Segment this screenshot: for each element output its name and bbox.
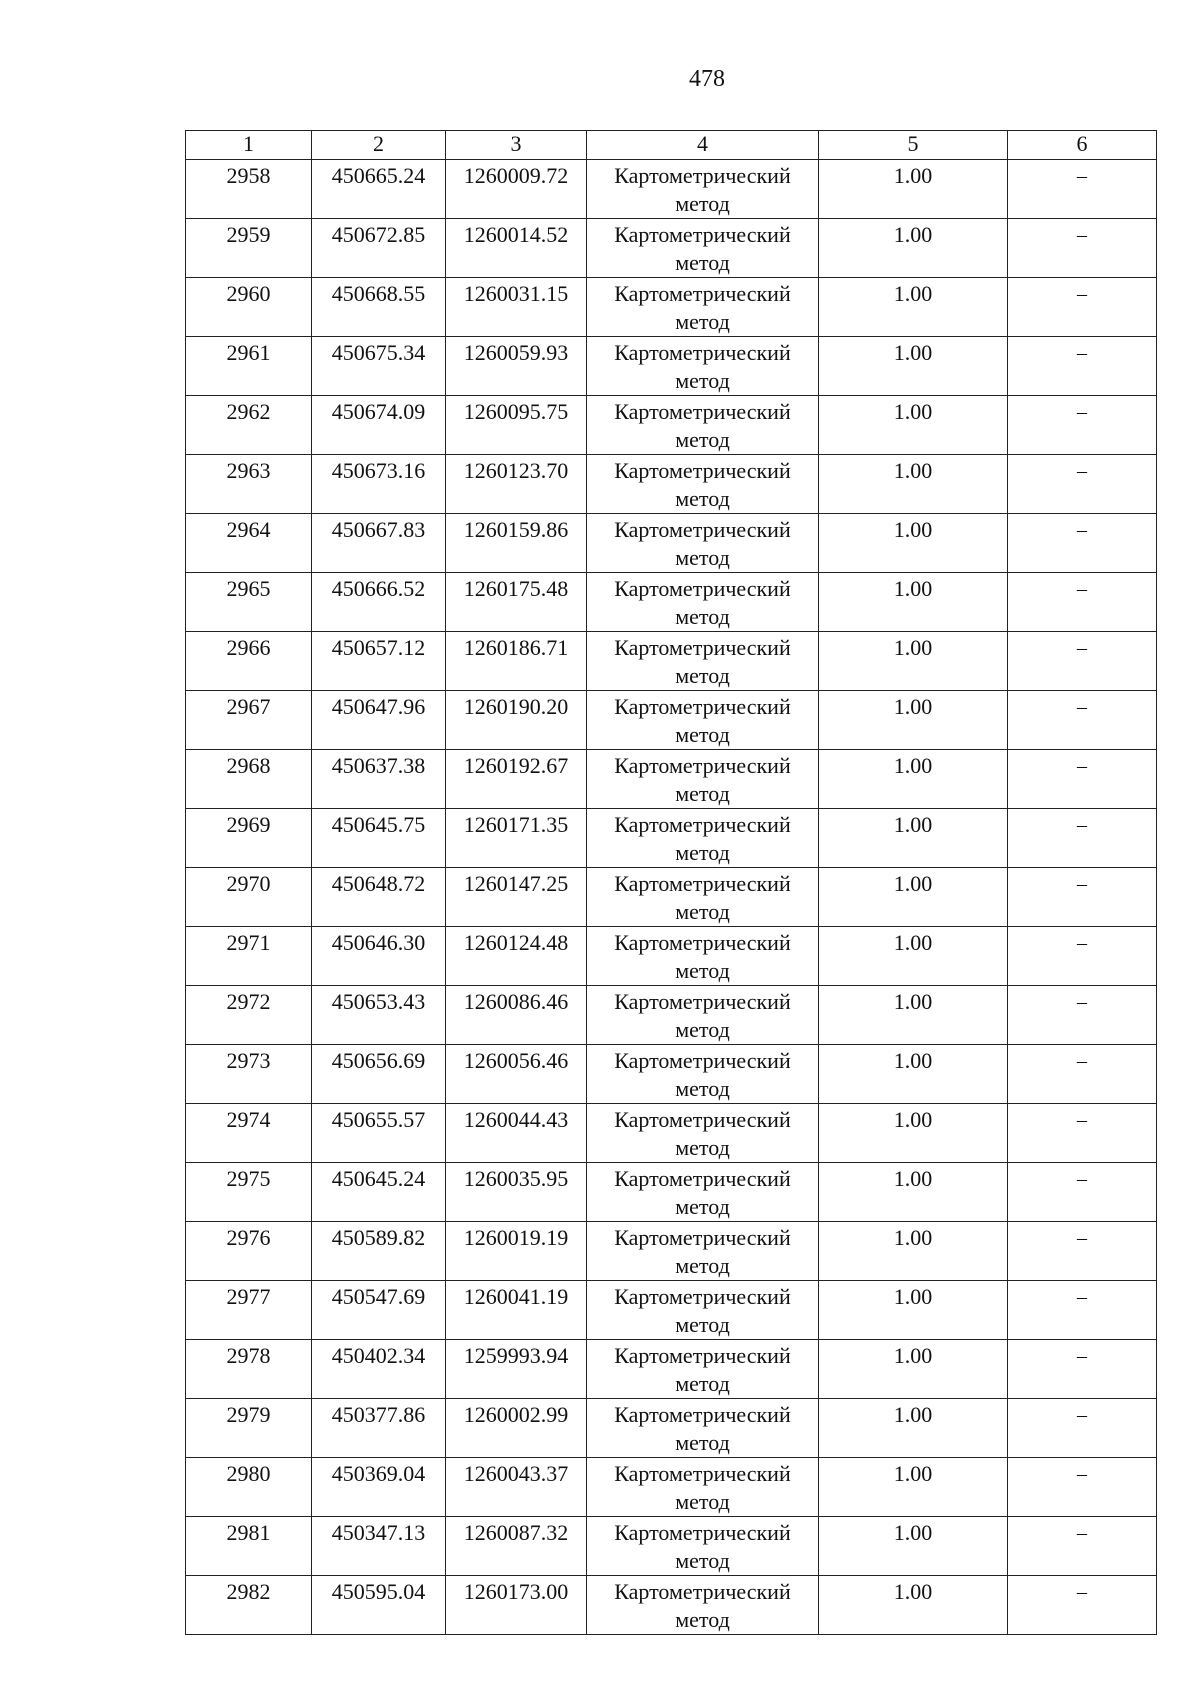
note-cell: –: [1008, 1222, 1157, 1281]
note-cell: –: [1008, 1576, 1157, 1635]
precision-cell: 1.00: [819, 1517, 1008, 1576]
x-coordinate-cell: 450547.69: [312, 1281, 446, 1340]
x-coordinate-cell: 450377.86: [312, 1399, 446, 1458]
precision-cell: 1.00: [819, 750, 1008, 809]
table-row: [186, 396, 1157, 455]
note-cell: –: [1008, 1458, 1157, 1517]
method-line-1: Картометрический: [614, 871, 791, 896]
y-coordinate-cell: 1260056.46: [446, 1045, 587, 1104]
y-coordinate-cell: 1260124.48: [446, 927, 587, 986]
table-header-row: [186, 131, 1157, 160]
method-line-2: метод: [675, 368, 730, 393]
note-cell: –: [1008, 1045, 1157, 1104]
table-row: [186, 986, 1157, 1045]
precision-cell: 1.00: [819, 160, 1008, 219]
method-line-2: метод: [675, 191, 730, 216]
table-row: [186, 337, 1157, 396]
method-line-2: метод: [675, 1312, 730, 1337]
method-line-1: Картометрический: [614, 458, 791, 483]
method-cell: [587, 455, 819, 514]
method-cell: [587, 1340, 819, 1399]
note-cell: –: [1008, 691, 1157, 750]
table-row: [186, 1104, 1157, 1163]
precision-cell: 1.00: [819, 514, 1008, 573]
y-coordinate-cell: 1260031.15: [446, 278, 587, 337]
method-line-2: метод: [675, 663, 730, 688]
table-row: [186, 160, 1157, 219]
precision-cell: 1.00: [819, 1576, 1008, 1635]
method-line-1: Картометрический: [614, 1343, 791, 1368]
y-coordinate-cell: 1260175.48: [446, 573, 587, 632]
y-coordinate-cell: 1260035.95: [446, 1163, 587, 1222]
table-row: [186, 868, 1157, 927]
method-line-1: Картометрический: [614, 340, 791, 365]
precision-cell: 1.00: [819, 809, 1008, 868]
point-number-cell: 2972: [186, 986, 312, 1045]
method-line-2: метод: [675, 781, 730, 806]
point-number-cell: 2968: [186, 750, 312, 809]
header-col-5: 5: [819, 131, 1008, 160]
y-coordinate-cell: 1260159.86: [446, 514, 587, 573]
point-number-cell: 2966: [186, 632, 312, 691]
method-cell: [587, 1045, 819, 1104]
method-line-1: Картометрический: [614, 1225, 791, 1250]
point-number-cell: 2961: [186, 337, 312, 396]
table-row: [186, 1340, 1157, 1399]
method-cell: [587, 632, 819, 691]
precision-cell: 1.00: [819, 1104, 1008, 1163]
table-row: [186, 1045, 1157, 1104]
method-line-2: метод: [675, 1548, 730, 1573]
method-cell: [587, 927, 819, 986]
method-line-1: Картометрический: [614, 930, 791, 955]
table-row: [186, 750, 1157, 809]
note-cell: –: [1008, 1517, 1157, 1576]
method-line-2: метод: [675, 899, 730, 924]
note-cell: –: [1008, 809, 1157, 868]
precision-cell: 1.00: [819, 1458, 1008, 1517]
method-cell: [587, 337, 819, 396]
point-number-cell: 2958: [186, 160, 312, 219]
y-coordinate-cell: 1260186.71: [446, 632, 587, 691]
table-row: [186, 809, 1157, 868]
page-number-text: 478: [689, 66, 725, 92]
y-coordinate-cell: 1260190.20: [446, 691, 587, 750]
method-line-2: метод: [675, 1607, 730, 1632]
x-coordinate-cell: 450402.34: [312, 1340, 446, 1399]
point-number-cell: 2960: [186, 278, 312, 337]
method-line-2: метод: [675, 1135, 730, 1160]
method-line-2: метод: [675, 1430, 730, 1455]
precision-cell: 1.00: [819, 1222, 1008, 1281]
note-cell: –: [1008, 927, 1157, 986]
point-number-cell: 2963: [186, 455, 312, 514]
precision-cell: 1.00: [819, 1045, 1008, 1104]
method-line-2: метод: [675, 1253, 730, 1278]
method-line-2: метод: [675, 545, 730, 570]
method-line-1: Картометрический: [614, 281, 791, 306]
method-line-1: Картометрический: [614, 576, 791, 601]
point-number-cell: 2959: [186, 219, 312, 278]
point-number-cell: 2970: [186, 868, 312, 927]
method-cell: [587, 868, 819, 927]
x-coordinate-cell: 450645.75: [312, 809, 446, 868]
point-number-cell: 2973: [186, 1045, 312, 1104]
method-cell: [587, 573, 819, 632]
point-number-cell: 2976: [186, 1222, 312, 1281]
note-cell: –: [1008, 337, 1157, 396]
x-coordinate-cell: 450673.16: [312, 455, 446, 514]
x-coordinate-cell: 450637.38: [312, 750, 446, 809]
x-coordinate-cell: 450672.85: [312, 219, 446, 278]
note-cell: –: [1008, 160, 1157, 219]
method-line-2: метод: [675, 309, 730, 334]
y-coordinate-cell: 1260192.67: [446, 750, 587, 809]
point-number-cell: 2978: [186, 1340, 312, 1399]
page-number: [0, 64, 1200, 94]
note-cell: –: [1008, 632, 1157, 691]
method-cell: [587, 986, 819, 1045]
note-cell: –: [1008, 396, 1157, 455]
table-body: [186, 160, 1157, 1635]
header-col-2: 2: [312, 131, 446, 160]
method-line-1: Картометрический: [614, 1520, 791, 1545]
method-line-1: Картометрический: [614, 753, 791, 778]
method-line-2: метод: [675, 604, 730, 629]
y-coordinate-cell: 1260041.19: [446, 1281, 587, 1340]
method-cell: [587, 278, 819, 337]
y-coordinate-cell: 1260173.00: [446, 1576, 587, 1635]
method-line-2: метод: [675, 486, 730, 511]
point-number-cell: 2971: [186, 927, 312, 986]
note-cell: –: [1008, 750, 1157, 809]
x-coordinate-cell: 450666.52: [312, 573, 446, 632]
note-cell: –: [1008, 1163, 1157, 1222]
y-coordinate-cell: 1260087.32: [446, 1517, 587, 1576]
method-line-2: метод: [675, 250, 730, 275]
x-coordinate-cell: 450667.83: [312, 514, 446, 573]
method-line-2: метод: [675, 840, 730, 865]
precision-cell: 1.00: [819, 1340, 1008, 1399]
y-coordinate-cell: 1260086.46: [446, 986, 587, 1045]
x-coordinate-cell: 450648.72: [312, 868, 446, 927]
x-coordinate-cell: 450655.57: [312, 1104, 446, 1163]
header-col-4: 4: [587, 131, 819, 160]
point-number-cell: 2980: [186, 1458, 312, 1517]
x-coordinate-cell: 450646.30: [312, 927, 446, 986]
note-cell: –: [1008, 868, 1157, 927]
y-coordinate-cell: 1260147.25: [446, 868, 587, 927]
table-row: [186, 514, 1157, 573]
method-cell: [587, 1281, 819, 1340]
method-cell: [587, 1222, 819, 1281]
precision-cell: 1.00: [819, 691, 1008, 750]
x-coordinate-cell: 450675.34: [312, 337, 446, 396]
precision-cell: 1.00: [819, 1163, 1008, 1222]
method-cell: [587, 691, 819, 750]
method-line-1: Картометрический: [614, 989, 791, 1014]
x-coordinate-cell: 450589.82: [312, 1222, 446, 1281]
table-row: [186, 455, 1157, 514]
x-coordinate-cell: 450668.55: [312, 278, 446, 337]
x-coordinate-cell: 450369.04: [312, 1458, 446, 1517]
method-line-1: Картометрический: [614, 1048, 791, 1073]
note-cell: –: [1008, 573, 1157, 632]
point-number-cell: 2962: [186, 396, 312, 455]
point-number-cell: 2964: [186, 514, 312, 573]
y-coordinate-cell: 1260171.35: [446, 809, 587, 868]
point-number-cell: 2974: [186, 1104, 312, 1163]
precision-cell: 1.00: [819, 868, 1008, 927]
table-row: [186, 278, 1157, 337]
method-cell: [587, 1458, 819, 1517]
method-line-2: метод: [675, 958, 730, 983]
x-coordinate-cell: 450647.96: [312, 691, 446, 750]
x-coordinate-cell: 450657.12: [312, 632, 446, 691]
precision-cell: 1.00: [819, 219, 1008, 278]
point-number-cell: 2967: [186, 691, 312, 750]
x-coordinate-cell: 450656.69: [312, 1045, 446, 1104]
y-coordinate-cell: 1260002.99: [446, 1399, 587, 1458]
table-row: [186, 219, 1157, 278]
header-col-6: 6: [1008, 131, 1157, 160]
point-number-cell: 2969: [186, 809, 312, 868]
y-coordinate-cell: 1260095.75: [446, 396, 587, 455]
method-line-2: метод: [675, 1371, 730, 1396]
point-number-cell: 2977: [186, 1281, 312, 1340]
y-coordinate-cell: 1260014.52: [446, 219, 587, 278]
precision-cell: 1.00: [819, 1281, 1008, 1340]
precision-cell: 1.00: [819, 1399, 1008, 1458]
method-line-1: Картометрический: [614, 163, 791, 188]
y-coordinate-cell: 1260059.93: [446, 337, 587, 396]
method-cell: [587, 750, 819, 809]
note-cell: –: [1008, 986, 1157, 1045]
method-line-1: Картометрический: [614, 517, 791, 542]
method-cell: [587, 1399, 819, 1458]
y-coordinate-cell: 1260123.70: [446, 455, 587, 514]
table-row: [186, 691, 1157, 750]
method-line-2: метод: [675, 1076, 730, 1101]
table-row: [186, 1458, 1157, 1517]
x-coordinate-cell: 450347.13: [312, 1517, 446, 1576]
header-col-3: 3: [446, 131, 587, 160]
method-line-1: Картометрический: [614, 1166, 791, 1191]
point-number-cell: 2981: [186, 1517, 312, 1576]
method-cell: [587, 514, 819, 573]
point-number-cell: 2975: [186, 1163, 312, 1222]
method-line-1: Картометрический: [614, 1461, 791, 1486]
table-row: [186, 1222, 1157, 1281]
method-line-2: метод: [675, 722, 730, 747]
point-number-cell: 2982: [186, 1576, 312, 1635]
y-coordinate-cell: 1260019.19: [446, 1222, 587, 1281]
x-coordinate-cell: 450674.09: [312, 396, 446, 455]
method-cell: [587, 160, 819, 219]
method-line-2: метод: [675, 1489, 730, 1514]
precision-cell: 1.00: [819, 927, 1008, 986]
method-cell: [587, 1104, 819, 1163]
note-cell: –: [1008, 219, 1157, 278]
method-line-1: Картометрический: [614, 1579, 791, 1604]
y-coordinate-cell: 1259993.94: [446, 1340, 587, 1399]
method-cell: [587, 1517, 819, 1576]
table-row: [186, 573, 1157, 632]
method-line-1: Картометрический: [614, 399, 791, 424]
precision-cell: 1.00: [819, 337, 1008, 396]
method-line-2: метод: [675, 1194, 730, 1219]
precision-cell: 1.00: [819, 573, 1008, 632]
point-number-cell: 2979: [186, 1399, 312, 1458]
precision-cell: 1.00: [819, 632, 1008, 691]
x-coordinate-cell: 450665.24: [312, 160, 446, 219]
table-row: [186, 1399, 1157, 1458]
method-line-1: Картометрический: [614, 812, 791, 837]
note-cell: –: [1008, 1104, 1157, 1163]
method-cell: [587, 219, 819, 278]
x-coordinate-cell: 450653.43: [312, 986, 446, 1045]
y-coordinate-cell: 1260009.72: [446, 160, 587, 219]
note-cell: –: [1008, 278, 1157, 337]
note-cell: –: [1008, 1340, 1157, 1399]
table-row: [186, 927, 1157, 986]
method-line-1: Картометрический: [614, 635, 791, 660]
precision-cell: 1.00: [819, 278, 1008, 337]
x-coordinate-cell: 450645.24: [312, 1163, 446, 1222]
precision-cell: 1.00: [819, 396, 1008, 455]
y-coordinate-cell: 1260044.43: [446, 1104, 587, 1163]
method-line-2: метод: [675, 427, 730, 452]
note-cell: –: [1008, 455, 1157, 514]
table-row: [186, 1163, 1157, 1222]
method-line-1: Картометрический: [614, 1107, 791, 1132]
x-coordinate-cell: 450595.04: [312, 1576, 446, 1635]
table-row: [186, 632, 1157, 691]
method-cell: [587, 1576, 819, 1635]
note-cell: –: [1008, 1399, 1157, 1458]
table-row: [186, 1517, 1157, 1576]
y-coordinate-cell: 1260043.37: [446, 1458, 587, 1517]
table-row: [186, 1281, 1157, 1340]
point-number-cell: 2965: [186, 573, 312, 632]
method-line-1: Картометрический: [614, 222, 791, 247]
precision-cell: 1.00: [819, 455, 1008, 514]
coordinates-table: [185, 130, 1157, 1635]
method-cell: [587, 396, 819, 455]
method-cell: [587, 809, 819, 868]
method-line-2: метод: [675, 1017, 730, 1042]
method-line-1: Картометрический: [614, 694, 791, 719]
note-cell: –: [1008, 1281, 1157, 1340]
method-line-1: Картометрический: [614, 1402, 791, 1427]
note-cell: –: [1008, 514, 1157, 573]
method-cell: [587, 1163, 819, 1222]
method-line-1: Картометрический: [614, 1284, 791, 1309]
precision-cell: 1.00: [819, 986, 1008, 1045]
table-row: [186, 1576, 1157, 1635]
header-col-1: 1: [186, 131, 312, 160]
